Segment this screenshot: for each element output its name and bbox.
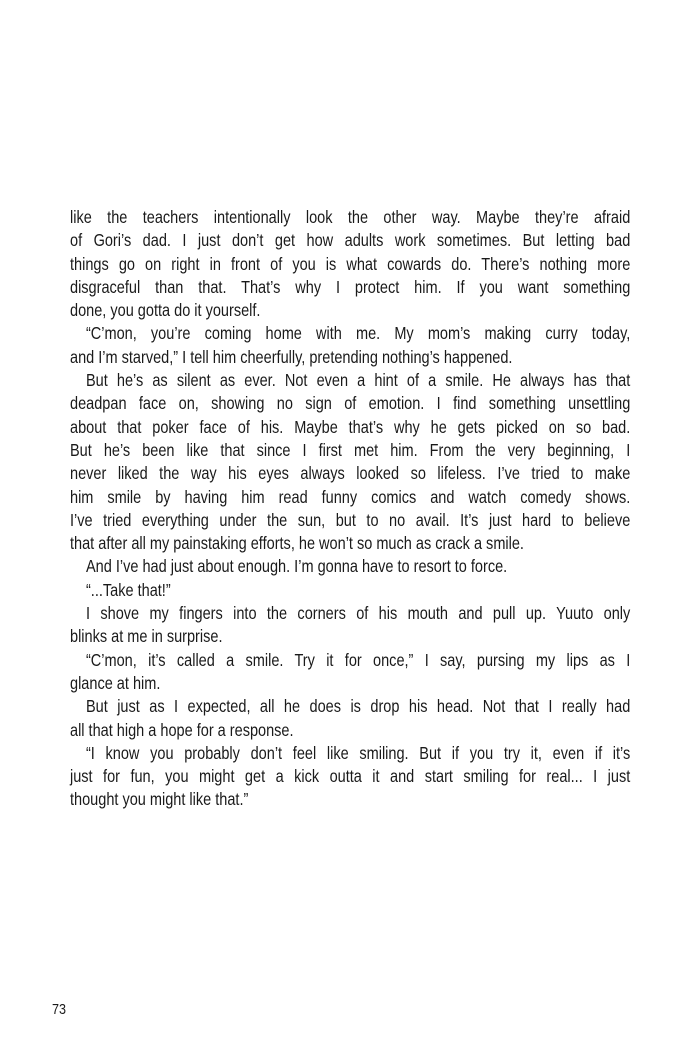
text-line: “C’mon, you’re coming home with me. My mom’s making curry today, <box>85 323 631 344</box>
text-line: all that high a hope for a response. <box>70 719 294 740</box>
text-line: I shove my fingers into the corners of his mouth and pull up. Yuuto only <box>85 603 631 624</box>
text-line: And I’ve had just about enough. I’m gonna have to resort to force. <box>85 556 508 577</box>
page-number: 73 <box>52 1001 67 1018</box>
text-line: deadpan face on, showing no sign of emotion. I find something unsettling <box>70 393 631 414</box>
text-line: things go on right in front of you is what cowards do. There’s nothing more <box>70 253 631 274</box>
text-line: disgraceful than that. That’s why I protect him. If you want something <box>70 276 631 297</box>
text-line: But he’s as silent as ever. Not even a hint of a smile. He always has that <box>85 370 631 391</box>
text-line: But he’s been like that since I first met him. From the very beginning, I <box>70 439 631 460</box>
text-line: “...Take that!” <box>85 579 171 600</box>
text-line: thought you might like that.” <box>70 789 249 810</box>
text-line: “I know you probably don’t feel like smiling. But if you try it, even if it’s <box>85 742 631 763</box>
text-line: of Gori’s dad. I just don’t get how adults work sometimes. But letting bad <box>70 230 631 251</box>
text-line: But just as I expected, all he does is drop his head. Not that I really had <box>85 696 631 717</box>
text-line: blinks at me in surprise. <box>70 626 223 647</box>
text-line: just for fun, you might get a kick outta it and start smiling for real... I just <box>70 766 631 787</box>
text-line: that after all my painstaking efforts, he won’t so much as crack a smile. <box>70 533 524 554</box>
text-line: I’ve tried everything under the sun, but to no avail. It’s just hard to believe <box>70 509 631 530</box>
text-line: and I’m starved,” I tell him cheerfully, pretending nothing’s happened. <box>70 346 513 367</box>
text-line: glance at him. <box>70 672 161 693</box>
text-line: “C’mon, it’s called a smile. Try it for once,” I say, pursing my lips as I <box>85 649 631 670</box>
text-line: him smile by having him read funny comics and watch comedy shows. <box>70 486 631 507</box>
text-line: done, you gotta do it yourself. <box>70 300 261 321</box>
text-line: about that poker face of his. Maybe that’s why he gets picked on so bad. <box>70 416 631 437</box>
text-line: like the teachers intentionally look the other way. Maybe they’re afraid <box>70 207 631 227</box>
body-text <box>70 206 630 812</box>
text-line: never liked the way his eyes always looked so lifeless. I’ve tried to make <box>70 463 631 484</box>
